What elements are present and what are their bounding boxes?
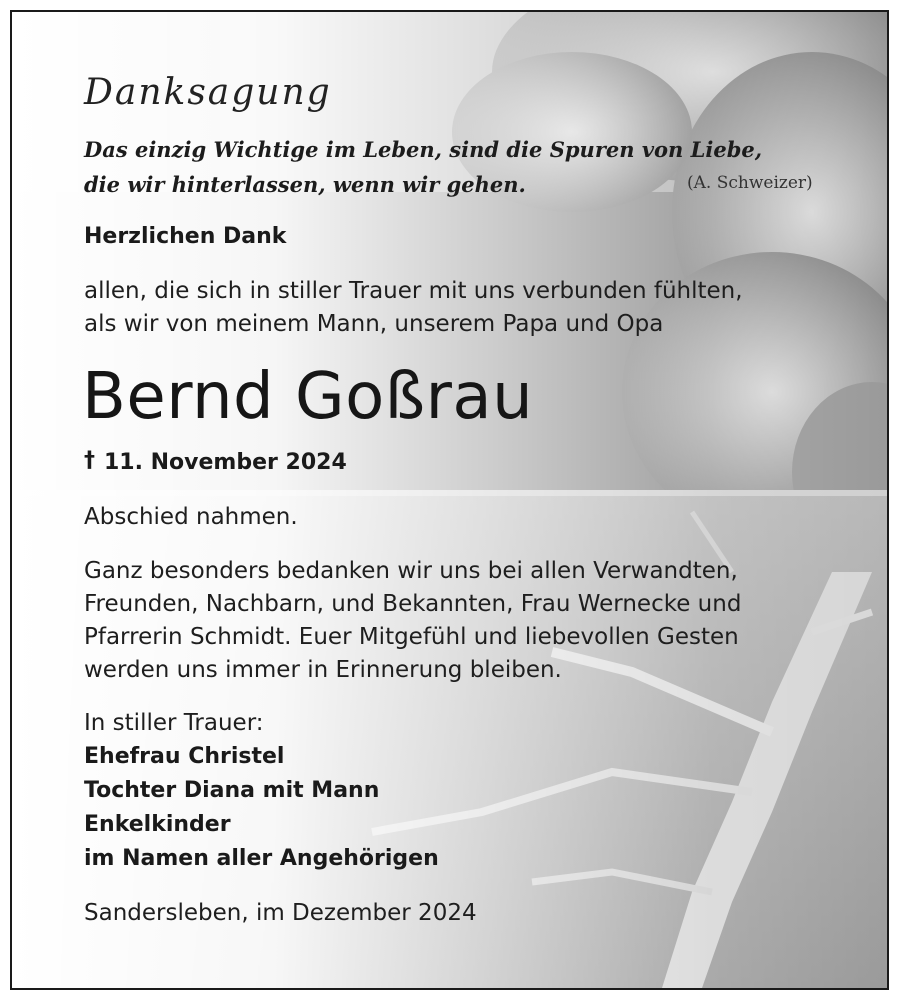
mourner-3: Enkelkinder (84, 812, 231, 837)
special-thanks-line-1: Ganz besonders bedanken wir uns bei allen Verwandten, (84, 558, 738, 584)
intro-line-1: allen, die sich in stiller Trauer mit uns verbunden fühlten, (84, 278, 743, 304)
death-date: 11. November 2024 (104, 450, 347, 475)
mourner-1: Ehefrau Christel (84, 744, 285, 769)
mourner-2: Tochter Diana mit Mann (84, 778, 380, 803)
special-thanks-line-4: werden uns immer in Erinnerung bleiben. (84, 657, 562, 683)
heading: Danksagung (84, 72, 332, 113)
special-thanks-line-3: Pfarrerin Schmidt. Euer Mitgefühl und liebevollen Gesten (84, 624, 739, 650)
quote-line-1: Das einzig Wichtige im Leben, sind die Spuren von Liebe, (84, 137, 763, 162)
mourner-4: im Namen aller Angehörigen (84, 846, 439, 871)
mourners-intro: In stiller Trauer: (84, 710, 264, 736)
intro-line-2: als wir von meinem Mann, unserem Papa und Opa (84, 311, 664, 337)
special-thanks-line-2: Freunden, Nachbarn, und Bekannten, Frau Wernecke und (84, 591, 742, 617)
obituary-card (10, 10, 889, 990)
deceased-name: Bernd Goßrau (82, 360, 534, 434)
farewell-text: Abschied nahmen. (84, 504, 298, 530)
quote-author: (A. Schweizer) (687, 173, 813, 193)
place-date: Sandersleben, im Dezember 2024 (84, 900, 477, 926)
thanks-title: Herzlichen Dank (84, 224, 287, 249)
dagger-icon: † (84, 448, 95, 473)
quote-line-2: die wir hinterlassen, wenn wir gehen. (84, 172, 526, 197)
obituary-text (12, 12, 887, 988)
